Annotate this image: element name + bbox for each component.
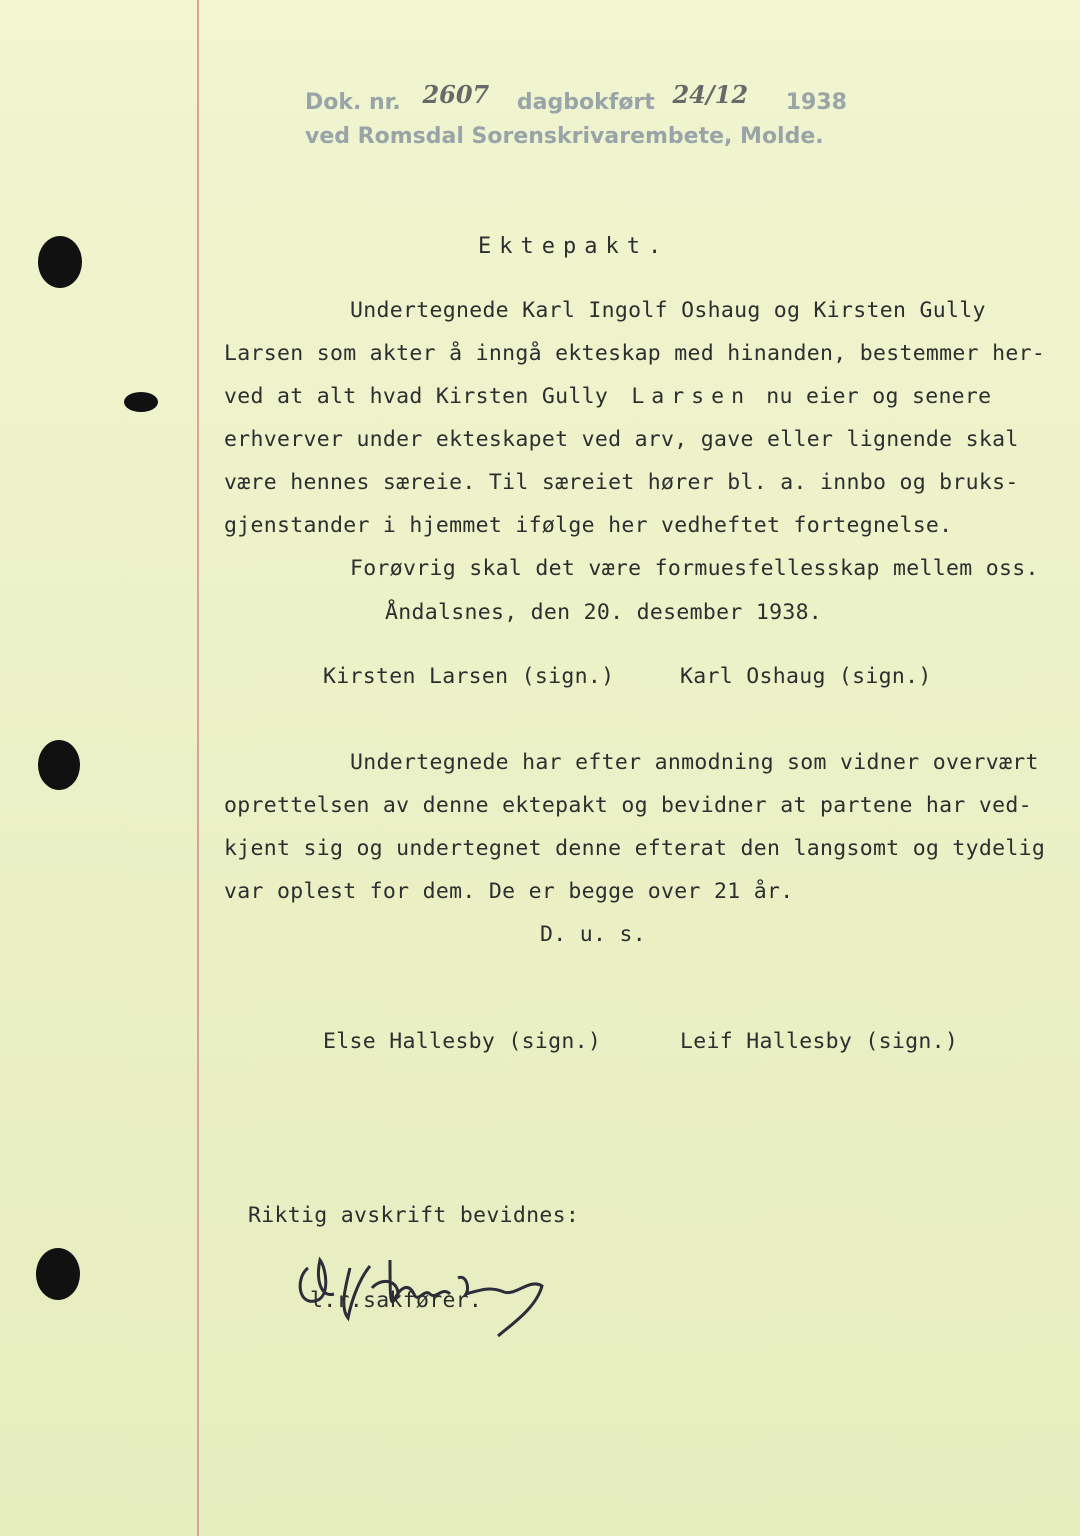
signature-leif: Leif Hallesby (sign.) [680,1029,959,1054]
signature-karl: Karl Oshaug (sign.) [680,664,932,689]
punch-hole [124,392,158,412]
paragraph2-line: var oplest for dem. De er begge over 21 år. [224,879,794,904]
paragraph1-line: Larsen som akter å inngå ekteskap med hinanden, bestemmer her- [224,341,1046,366]
stamp-middle: dagbokført [516,90,655,115]
certification-text: Riktig avskrift bevidnes: [248,1203,580,1228]
registration-stamp-line1 [305,80,847,115]
paragraph2-line: kjent sig og undertegnet denne efterat den langsomt og tydelig [224,836,1046,861]
paragraph2-line: oprettelsen av denne ektepakt og bevidner at partene har ved- [224,793,1032,818]
signature-kirsten: Kirsten Larsen (sign.) [323,664,615,689]
registration-stamp-line2: ved Romsdal Sorenskrivarembete, Molde. [305,124,824,149]
document-title: Ektepakt. [478,234,670,259]
punch-hole [36,1248,80,1300]
paragraph1-spaced-name: Larsen [631,384,752,409]
title-line: l.r.sakfører. [310,1288,483,1313]
paragraph1-line: Forøvrig skal det være formuesfellesskap mellem oss. [350,556,1039,581]
stamp-doc-number: 2607 [422,80,490,109]
margin-line [197,0,199,1536]
dus: D. u. s. [540,922,646,947]
paragraph1-line: erhverver under ekteskapet ved arv, gave eller lignende skal [224,427,1019,452]
punch-hole [38,236,82,288]
paragraph2-line: Undertegnede har efter anmodning som vidner overvært [350,750,1039,775]
stamp-year: 1938 [785,90,847,115]
paragraph1-line: Undertegnede Karl Ingolf Oshaug og Kirsten Gully [350,298,986,323]
paragraph1-line: gjenstander i hjemmet ifølge her vedheftet fortegnelse. [224,513,953,538]
paragraph1-segment: nu eier og senere [766,384,992,409]
signature-else: Else Hallesby (sign.) [323,1029,602,1054]
stamp-date: 24/12 [672,80,749,109]
punch-hole [38,740,80,790]
paragraph1-line [224,384,991,409]
paragraph1-line: være hennes særeie. Til særeiet hører bl. a. innbo og bruks- [224,470,1019,495]
paragraph1-segment: ved at alt hvad Kirsten Gully [224,384,609,409]
stamp-prefix: Dok. nr. [305,90,401,115]
place-date: Åndalsnes, den 20. desember 1938. [385,600,823,625]
